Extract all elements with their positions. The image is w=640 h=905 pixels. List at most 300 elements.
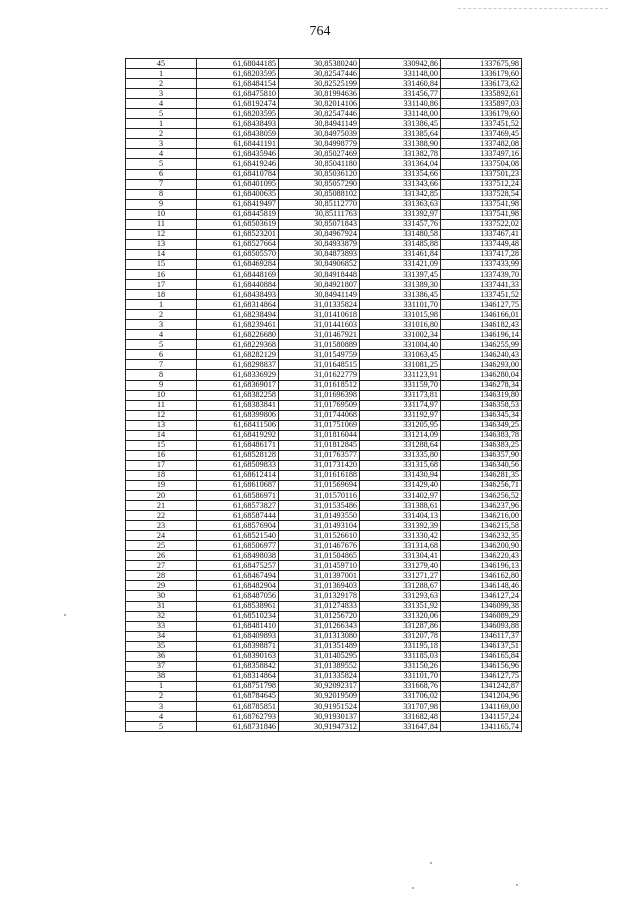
point-number-cell: 13 [126,239,197,249]
x-coordinate-cell: 331159,70 [360,380,441,390]
x-coordinate-cell: 331123,91 [360,370,441,380]
longitude-cell: 31,01335824 [279,300,360,310]
longitude-cell: 30,91930137 [279,712,360,722]
latitude-cell: 61,68469284 [197,259,279,269]
x-coordinate-cell: 331002,34 [360,330,441,340]
y-coordinate-cell: 1337522,02 [441,219,522,229]
latitude-cell: 61,68762793 [197,712,279,722]
table-row [126,491,522,501]
x-coordinate-cell: 331363,63 [360,199,441,209]
latitude-cell: 61,68419246 [197,159,279,169]
y-coordinate-cell: 1346293,00 [441,360,522,370]
latitude-cell: 61,68475810 [197,89,279,99]
y-coordinate-cell: 1346357,90 [441,450,522,460]
x-coordinate-cell: 331404,13 [360,511,441,521]
x-coordinate-cell: 331460,84 [360,79,441,89]
y-coordinate-cell: 1346196,13 [441,561,522,571]
longitude-cell: 30,84967924 [279,229,360,239]
table-row [126,480,522,490]
longitude-cell: 31,01526610 [279,531,360,541]
latitude-cell: 61,68751798 [197,681,279,691]
x-coordinate-cell: 331330,42 [360,531,441,541]
latitude-cell: 61,68438493 [197,119,279,129]
latitude-cell: 61,68314864 [197,300,279,310]
table-row [126,259,522,269]
longitude-cell: 31,01535486 [279,501,360,511]
x-coordinate-cell: 331335,80 [360,450,441,460]
table-row [126,290,522,300]
x-coordinate-cell: 331148,00 [360,69,441,79]
point-number-cell: 12 [126,410,197,420]
latitude-cell: 61,68482904 [197,581,279,591]
table-row [126,370,522,380]
x-coordinate-cell: 331429,40 [360,480,441,490]
scan-speck [430,862,432,864]
point-number-cell: 5 [126,722,197,732]
point-number-cell: 5 [126,340,197,350]
latitude-cell: 61,68419292 [197,430,279,440]
longitude-cell: 31,01256720 [279,611,360,621]
x-coordinate-cell: 331081,25 [360,360,441,370]
longitude-cell: 30,92019509 [279,691,360,701]
y-coordinate-cell: 1337482,08 [441,139,522,149]
longitude-cell: 30,85027469 [279,149,360,159]
point-number-cell: 17 [126,460,197,470]
y-coordinate-cell: 1341165,74 [441,722,522,732]
longitude-cell: 31,01266343 [279,621,360,631]
table-row [126,541,522,551]
x-coordinate-cell: 331192,97 [360,410,441,420]
table-row [126,591,522,601]
point-number-cell: 10 [126,390,197,400]
point-number-cell: 6 [126,169,197,179]
point-number-cell: 31 [126,601,197,611]
latitude-cell: 61,68538961 [197,601,279,611]
table-row [126,531,522,541]
table-row [126,511,522,521]
y-coordinate-cell: 1337449,48 [441,239,522,249]
y-coordinate-cell: 1346127,75 [441,671,522,681]
latitude-cell: 61,68587444 [197,511,279,521]
x-coordinate-cell: 331004,40 [360,340,441,350]
top-edge-rule [458,8,608,9]
latitude-cell: 61,68383841 [197,400,279,410]
latitude-cell: 61,68282129 [197,350,279,360]
longitude-cell: 31,01812845 [279,440,360,450]
page-number: 764 [309,24,331,39]
latitude-cell: 61,68505570 [197,249,279,259]
longitude-cell: 30,85088102 [279,189,360,199]
point-number-cell: 19 [126,480,197,490]
table-row [126,631,522,641]
x-coordinate-cell: 331389,30 [360,280,441,290]
longitude-cell: 31,01580889 [279,340,360,350]
latitude-cell: 61,68398871 [197,641,279,651]
point-number-cell: 15 [126,259,197,269]
latitude-cell: 61,68239461 [197,320,279,330]
y-coordinate-cell: 1346117,37 [441,631,522,641]
point-number-cell: 27 [126,561,197,571]
table-row [126,681,522,691]
x-coordinate-cell: 331668,76 [360,681,441,691]
longitude-cell: 30,85380240 [279,59,360,69]
table-row [126,300,522,310]
latitude-cell: 61,68192474 [197,99,279,109]
point-number-cell: 1 [126,300,197,310]
point-number-cell: 12 [126,229,197,239]
latitude-cell: 61,68369017 [197,380,279,390]
longitude-cell: 31,01816044 [279,430,360,440]
table-row [126,340,522,350]
table-row [126,320,522,330]
longitude-cell: 30,82547446 [279,69,360,79]
longitude-cell: 30,91951524 [279,702,360,712]
table-row [126,430,522,440]
x-coordinate-cell: 331015,98 [360,310,441,320]
longitude-cell: 31,01504865 [279,551,360,561]
x-coordinate-cell: 331293,63 [360,591,441,601]
longitude-cell: 31,01467676 [279,541,360,551]
table-row [126,360,522,370]
table-row [126,400,522,410]
y-coordinate-cell: 1341242,87 [441,681,522,691]
point-number-cell: 29 [126,581,197,591]
longitude-cell: 30,85111763 [279,209,360,219]
y-coordinate-cell: 1335892,61 [441,89,522,99]
longitude-cell: 30,85036120 [279,169,360,179]
y-coordinate-cell: 1337469,45 [441,129,522,139]
longitude-cell: 31,01763577 [279,450,360,460]
longitude-cell: 31,01769509 [279,400,360,410]
scan-speck [64,614,66,616]
latitude-cell: 61,68229368 [197,340,279,350]
x-coordinate-cell: 331706,02 [360,691,441,701]
table-row [126,169,522,179]
table-row [126,651,522,661]
table-row [126,129,522,139]
point-number-cell: 2 [126,129,197,139]
longitude-cell: 31,01274833 [279,601,360,611]
latitude-cell: 61,68521540 [197,531,279,541]
table-row [126,712,522,722]
table-row [126,350,522,360]
longitude-cell: 30,84921807 [279,280,360,290]
y-coordinate-cell: 1346232,35 [441,531,522,541]
table-row [126,179,522,189]
point-number-cell: 5 [126,109,197,119]
x-coordinate-cell: 331430,94 [360,470,441,480]
point-number-cell: 10 [126,209,197,219]
table-row [126,440,522,450]
y-coordinate-cell: 1346200,90 [441,541,522,551]
y-coordinate-cell: 1346256,71 [441,480,522,490]
table-row [126,149,522,159]
table-row [126,722,522,732]
x-coordinate-cell: 331304,41 [360,551,441,561]
x-coordinate-cell: 331402,97 [360,491,441,501]
point-number-cell: 18 [126,290,197,300]
point-number-cell: 5 [126,159,197,169]
longitude-cell: 30,84941149 [279,119,360,129]
latitude-cell: 61,68203595 [197,69,279,79]
point-number-cell: 22 [126,511,197,521]
table-row [126,99,522,109]
table-row [126,249,522,259]
point-number-cell: 28 [126,571,197,581]
y-coordinate-cell: 1341157,24 [441,712,522,722]
table-row [126,280,522,290]
coordinates-table [125,58,522,732]
x-coordinate-cell: 331315,68 [360,460,441,470]
y-coordinate-cell: 1346093,88 [441,621,522,631]
longitude-cell: 30,85041180 [279,159,360,169]
point-number-cell: 4 [126,149,197,159]
point-number-cell: 45 [126,59,197,69]
latitude-cell: 61,68314864 [197,671,279,681]
latitude-cell: 61,68612414 [197,470,279,480]
table-row [126,310,522,320]
y-coordinate-cell: 1346358,53 [441,400,522,410]
table-row [126,119,522,129]
latitude-cell: 61,68298837 [197,360,279,370]
x-coordinate-cell: 331456,77 [360,89,441,99]
y-coordinate-cell: 1346280,04 [441,370,522,380]
longitude-cell: 31,01313080 [279,631,360,641]
x-coordinate-cell: 331386,45 [360,119,441,129]
longitude-cell: 31,01648515 [279,360,360,370]
x-coordinate-cell: 331101,70 [360,671,441,681]
latitude-cell: 61,68411506 [197,420,279,430]
latitude-cell: 61,68527664 [197,239,279,249]
x-coordinate-cell: 331185,03 [360,651,441,661]
x-coordinate-cell: 331195,18 [360,641,441,651]
longitude-cell: 30,84873893 [279,249,360,259]
scan-speck [516,884,518,886]
table-row [126,159,522,169]
table-row [126,229,522,239]
point-number-cell: 37 [126,661,197,671]
point-number-cell: 32 [126,611,197,621]
point-number-cell: 18 [126,470,197,480]
x-coordinate-cell: 331457,76 [360,219,441,229]
longitude-cell: 31,01622779 [279,370,360,380]
longitude-cell: 30,84998779 [279,139,360,149]
table-row [126,470,522,480]
table-row [126,330,522,340]
point-number-cell: 17 [126,280,197,290]
latitude-cell: 61,68399806 [197,410,279,420]
x-coordinate-cell: 331279,40 [360,561,441,571]
longitude-cell: 30,85057290 [279,179,360,189]
x-coordinate-cell: 331016,80 [360,320,441,330]
x-coordinate-cell: 331271,27 [360,571,441,581]
x-coordinate-cell: 331682,48 [360,712,441,722]
table-row [126,621,522,631]
point-number-cell: 2 [126,310,197,320]
point-number-cell: 38 [126,671,197,681]
x-coordinate-cell: 331386,45 [360,290,441,300]
x-coordinate-cell: 331207,78 [360,631,441,641]
y-coordinate-cell: 1346237,96 [441,501,522,511]
table-row [126,79,522,89]
longitude-cell: 31,01397001 [279,571,360,581]
point-number-cell: 34 [126,631,197,641]
table-row [126,69,522,79]
latitude-cell: 61,68441191 [197,139,279,149]
table-row [126,691,522,701]
table-row [126,702,522,712]
x-coordinate-cell: 331150,26 [360,661,441,671]
table-row [126,581,522,591]
latitude-cell: 61,68410784 [197,169,279,179]
x-coordinate-cell: 331385,64 [360,129,441,139]
latitude-cell: 61,68523201 [197,229,279,239]
longitude-cell: 30,82547446 [279,109,360,119]
y-coordinate-cell: 1341204,96 [441,691,522,701]
longitude-cell: 31,01751069 [279,420,360,430]
longitude-cell: 30,84941149 [279,290,360,300]
point-number-cell: 4 [126,330,197,340]
latitude-cell: 61,68573827 [197,501,279,511]
latitude-cell: 61,68610687 [197,480,279,490]
table-row [126,189,522,199]
latitude-cell: 61,68506977 [197,541,279,551]
point-number-cell: 21 [126,501,197,511]
x-coordinate-cell: 331388,61 [360,501,441,511]
longitude-cell: 30,82014106 [279,99,360,109]
x-coordinate-cell: 331707,98 [360,702,441,712]
latitude-cell: 61,68785851 [197,702,279,712]
latitude-cell: 61,68044185 [197,59,279,69]
longitude-cell: 30,91947312 [279,722,360,732]
table-row [126,139,522,149]
x-coordinate-cell: 331174,97 [360,400,441,410]
y-coordinate-cell: 1346383,78 [441,430,522,440]
latitude-cell: 61,68467494 [197,571,279,581]
table-row [126,601,522,611]
latitude-cell: 61,68445819 [197,209,279,219]
y-coordinate-cell: 1341169,00 [441,702,522,712]
longitude-cell: 31,01569694 [279,480,360,490]
table-row [126,410,522,420]
table-row [126,641,522,651]
point-number-cell: 16 [126,269,197,279]
y-coordinate-cell: 1337501,23 [441,169,522,179]
longitude-cell: 30,81994636 [279,89,360,99]
point-number-cell: 33 [126,621,197,631]
point-number-cell: 8 [126,189,197,199]
table-row [126,380,522,390]
table-row [126,611,522,621]
table-row [126,671,522,681]
y-coordinate-cell: 1337541,98 [441,199,522,209]
longitude-cell: 31,01467921 [279,330,360,340]
y-coordinate-cell: 1346216,00 [441,511,522,521]
longitude-cell: 31,01744068 [279,410,360,420]
y-coordinate-cell: 1346340,56 [441,460,522,470]
point-number-cell: 3 [126,702,197,712]
latitude-cell: 61,68435946 [197,149,279,159]
x-coordinate-cell: 331364,04 [360,159,441,169]
y-coordinate-cell: 1346162,80 [441,571,522,581]
latitude-cell: 61,68503619 [197,219,279,229]
latitude-cell: 61,68358842 [197,661,279,671]
y-coordinate-cell: 1337504,08 [441,159,522,169]
latitude-cell: 61,68390163 [197,651,279,661]
longitude-cell: 31,01570116 [279,491,360,501]
longitude-cell: 31,01459710 [279,561,360,571]
latitude-cell: 61,68238494 [197,310,279,320]
latitude-cell: 61,68401095 [197,179,279,189]
y-coordinate-cell: 1346278,34 [441,380,522,390]
latitude-cell: 61,68509833 [197,460,279,470]
longitude-cell: 30,92092317 [279,681,360,691]
y-coordinate-cell: 1346383,25 [441,440,522,450]
latitude-cell: 61,68438493 [197,290,279,300]
latitude-cell: 61,68731846 [197,722,279,732]
x-coordinate-cell: 331342,85 [360,189,441,199]
x-coordinate-cell: 331287,86 [360,621,441,631]
latitude-cell: 61,68438059 [197,129,279,139]
y-coordinate-cell: 1346196,14 [441,330,522,340]
x-coordinate-cell: 331382,78 [360,149,441,159]
point-number-cell: 8 [126,370,197,380]
x-coordinate-cell: 331288,67 [360,581,441,591]
y-coordinate-cell: 1346255,99 [441,340,522,350]
latitude-cell: 61,68419497 [197,199,279,209]
longitude-cell: 31,01731420 [279,460,360,470]
point-number-cell: 3 [126,320,197,330]
table-row [126,551,522,561]
x-coordinate-cell: 330942,86 [360,59,441,69]
point-number-cell: 9 [126,380,197,390]
point-number-cell: 7 [126,179,197,189]
table-row [126,501,522,511]
x-coordinate-cell: 331343,66 [360,179,441,189]
point-number-cell: 14 [126,249,197,259]
x-coordinate-cell: 331140,86 [360,99,441,109]
y-coordinate-cell: 1337528,54 [441,189,522,199]
point-number-cell: 26 [126,551,197,561]
x-coordinate-cell: 331388,90 [360,139,441,149]
point-number-cell: 3 [126,139,197,149]
y-coordinate-cell: 1337541,98 [441,209,522,219]
y-coordinate-cell: 1346156,96 [441,661,522,671]
longitude-cell: 30,82525199 [279,79,360,89]
y-coordinate-cell: 1337441,33 [441,280,522,290]
y-coordinate-cell: 1346319,80 [441,390,522,400]
x-coordinate-cell: 331647,84 [360,722,441,732]
latitude-cell: 61,68203595 [197,109,279,119]
y-coordinate-cell: 1337451,52 [441,119,522,129]
point-number-cell: 16 [126,450,197,460]
longitude-cell: 31,01351489 [279,641,360,651]
point-number-cell: 1 [126,681,197,691]
point-number-cell: 6 [126,350,197,360]
longitude-cell: 31,01618512 [279,380,360,390]
longitude-cell: 30,84918448 [279,269,360,279]
y-coordinate-cell: 1346220,43 [441,551,522,561]
scan-speck [412,887,414,889]
latitude-cell: 61,68382258 [197,390,279,400]
table-row [126,199,522,209]
point-number-cell: 14 [126,430,197,440]
latitude-cell: 61,68486171 [197,440,279,450]
table-row [126,460,522,470]
longitude-cell: 30,84906852 [279,259,360,269]
x-coordinate-cell: 331392,97 [360,209,441,219]
y-coordinate-cell: 1335897,03 [441,99,522,109]
